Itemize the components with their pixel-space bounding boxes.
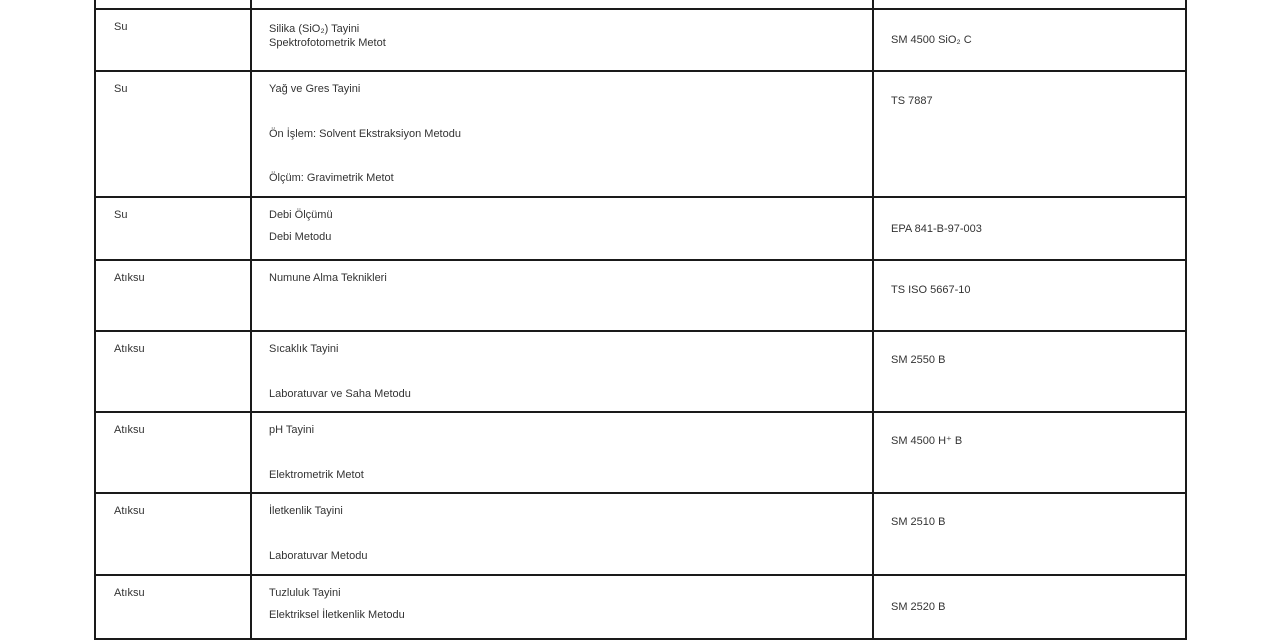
test-method-name: Elektriksel İletkenlik Metodu <box>269 609 405 621</box>
table-row <box>95 9 1186 71</box>
test-name: Debi Ölçümü <box>269 209 333 221</box>
matrix-label: Atıksu <box>114 587 145 599</box>
matrix-cell <box>95 575 251 639</box>
test-name: İletkenlik Tayini <box>269 505 343 517</box>
table-row <box>95 71 1186 197</box>
table-row <box>95 260 1186 331</box>
table-row <box>95 331 1186 412</box>
method-code: SM 4500 H⁺ B <box>891 435 963 447</box>
table-row <box>95 575 1186 639</box>
method-code: SM 4500 SiO₂ C <box>891 34 972 46</box>
matrix-label: Atıksu <box>114 343 145 355</box>
matrix-label: Su <box>114 83 128 95</box>
test-method-name: Spektrofotometrik Metot <box>269 37 386 49</box>
test-cell <box>251 412 873 493</box>
method-cell <box>873 493 1186 575</box>
method-cell <box>873 0 1186 9</box>
test-name: Sıcaklık Tayini <box>269 343 339 355</box>
matrix-cell <box>95 0 251 9</box>
matrix-label: Su <box>114 21 128 33</box>
matrix-cell <box>95 9 251 71</box>
matrix-label: Atıksu <box>114 272 145 284</box>
matrix-cell <box>95 412 251 493</box>
test-method-name: Laboratuvar ve Saha Metodu <box>269 388 411 400</box>
table-row <box>95 493 1186 575</box>
method-cell <box>873 197 1186 260</box>
test-cell <box>251 197 873 260</box>
method-cell <box>873 71 1186 197</box>
method-cell <box>873 412 1186 493</box>
matrix-cell <box>95 71 251 197</box>
test-cell <box>251 0 873 9</box>
test-name: pH Tayini <box>269 424 315 436</box>
table-row <box>95 0 1186 9</box>
matrix-cell <box>95 493 251 575</box>
method-code: TS ISO 5667-10 <box>891 284 971 296</box>
test-cell <box>251 331 873 412</box>
matrix-cell <box>95 197 251 260</box>
analysis-methods-table <box>94 0 1187 640</box>
test-method-name: Debi Metodu <box>269 231 332 243</box>
table-row <box>95 197 1186 260</box>
method-code: SM 2550 B <box>891 354 946 366</box>
test-measurement: Ölçüm: Gravimetrik Metot <box>269 172 394 184</box>
matrix-label: Su <box>114 209 128 221</box>
method-code: EPA 841-B-97-003 <box>891 222 982 235</box>
method-cell <box>873 260 1186 331</box>
table-row <box>95 412 1186 493</box>
test-cell <box>251 71 873 197</box>
test-name: Numune Alma Teknikleri <box>269 272 387 284</box>
method-cell <box>873 9 1186 71</box>
test-method-name: Laboratuvar Metodu <box>269 550 368 562</box>
method-code: SM 2510 B <box>891 516 946 528</box>
test-pretreatment: Ön İşlem: Solvent Ekstraksiyon Metodu <box>269 128 461 140</box>
matrix-cell <box>95 331 251 412</box>
test-cell <box>251 575 873 639</box>
method-code: TS 7887 <box>891 95 933 107</box>
test-name: Yağ ve Gres Tayini <box>269 83 361 95</box>
test-cell <box>251 260 873 331</box>
test-cell <box>251 9 873 71</box>
matrix-cell <box>95 260 251 331</box>
test-method-name: Elektrometrik Metot <box>269 469 364 481</box>
test-name: Tuzluluk Tayini <box>269 587 341 599</box>
test-cell <box>251 493 873 575</box>
matrix-label: Atıksu <box>114 505 145 517</box>
matrix-label: Atıksu <box>114 424 145 436</box>
method-cell <box>873 331 1186 412</box>
test-name: Silika (SiO₂) Tayini <box>269 23 360 35</box>
method-cell <box>873 575 1186 639</box>
method-code: SM 2520 B <box>891 601 946 613</box>
